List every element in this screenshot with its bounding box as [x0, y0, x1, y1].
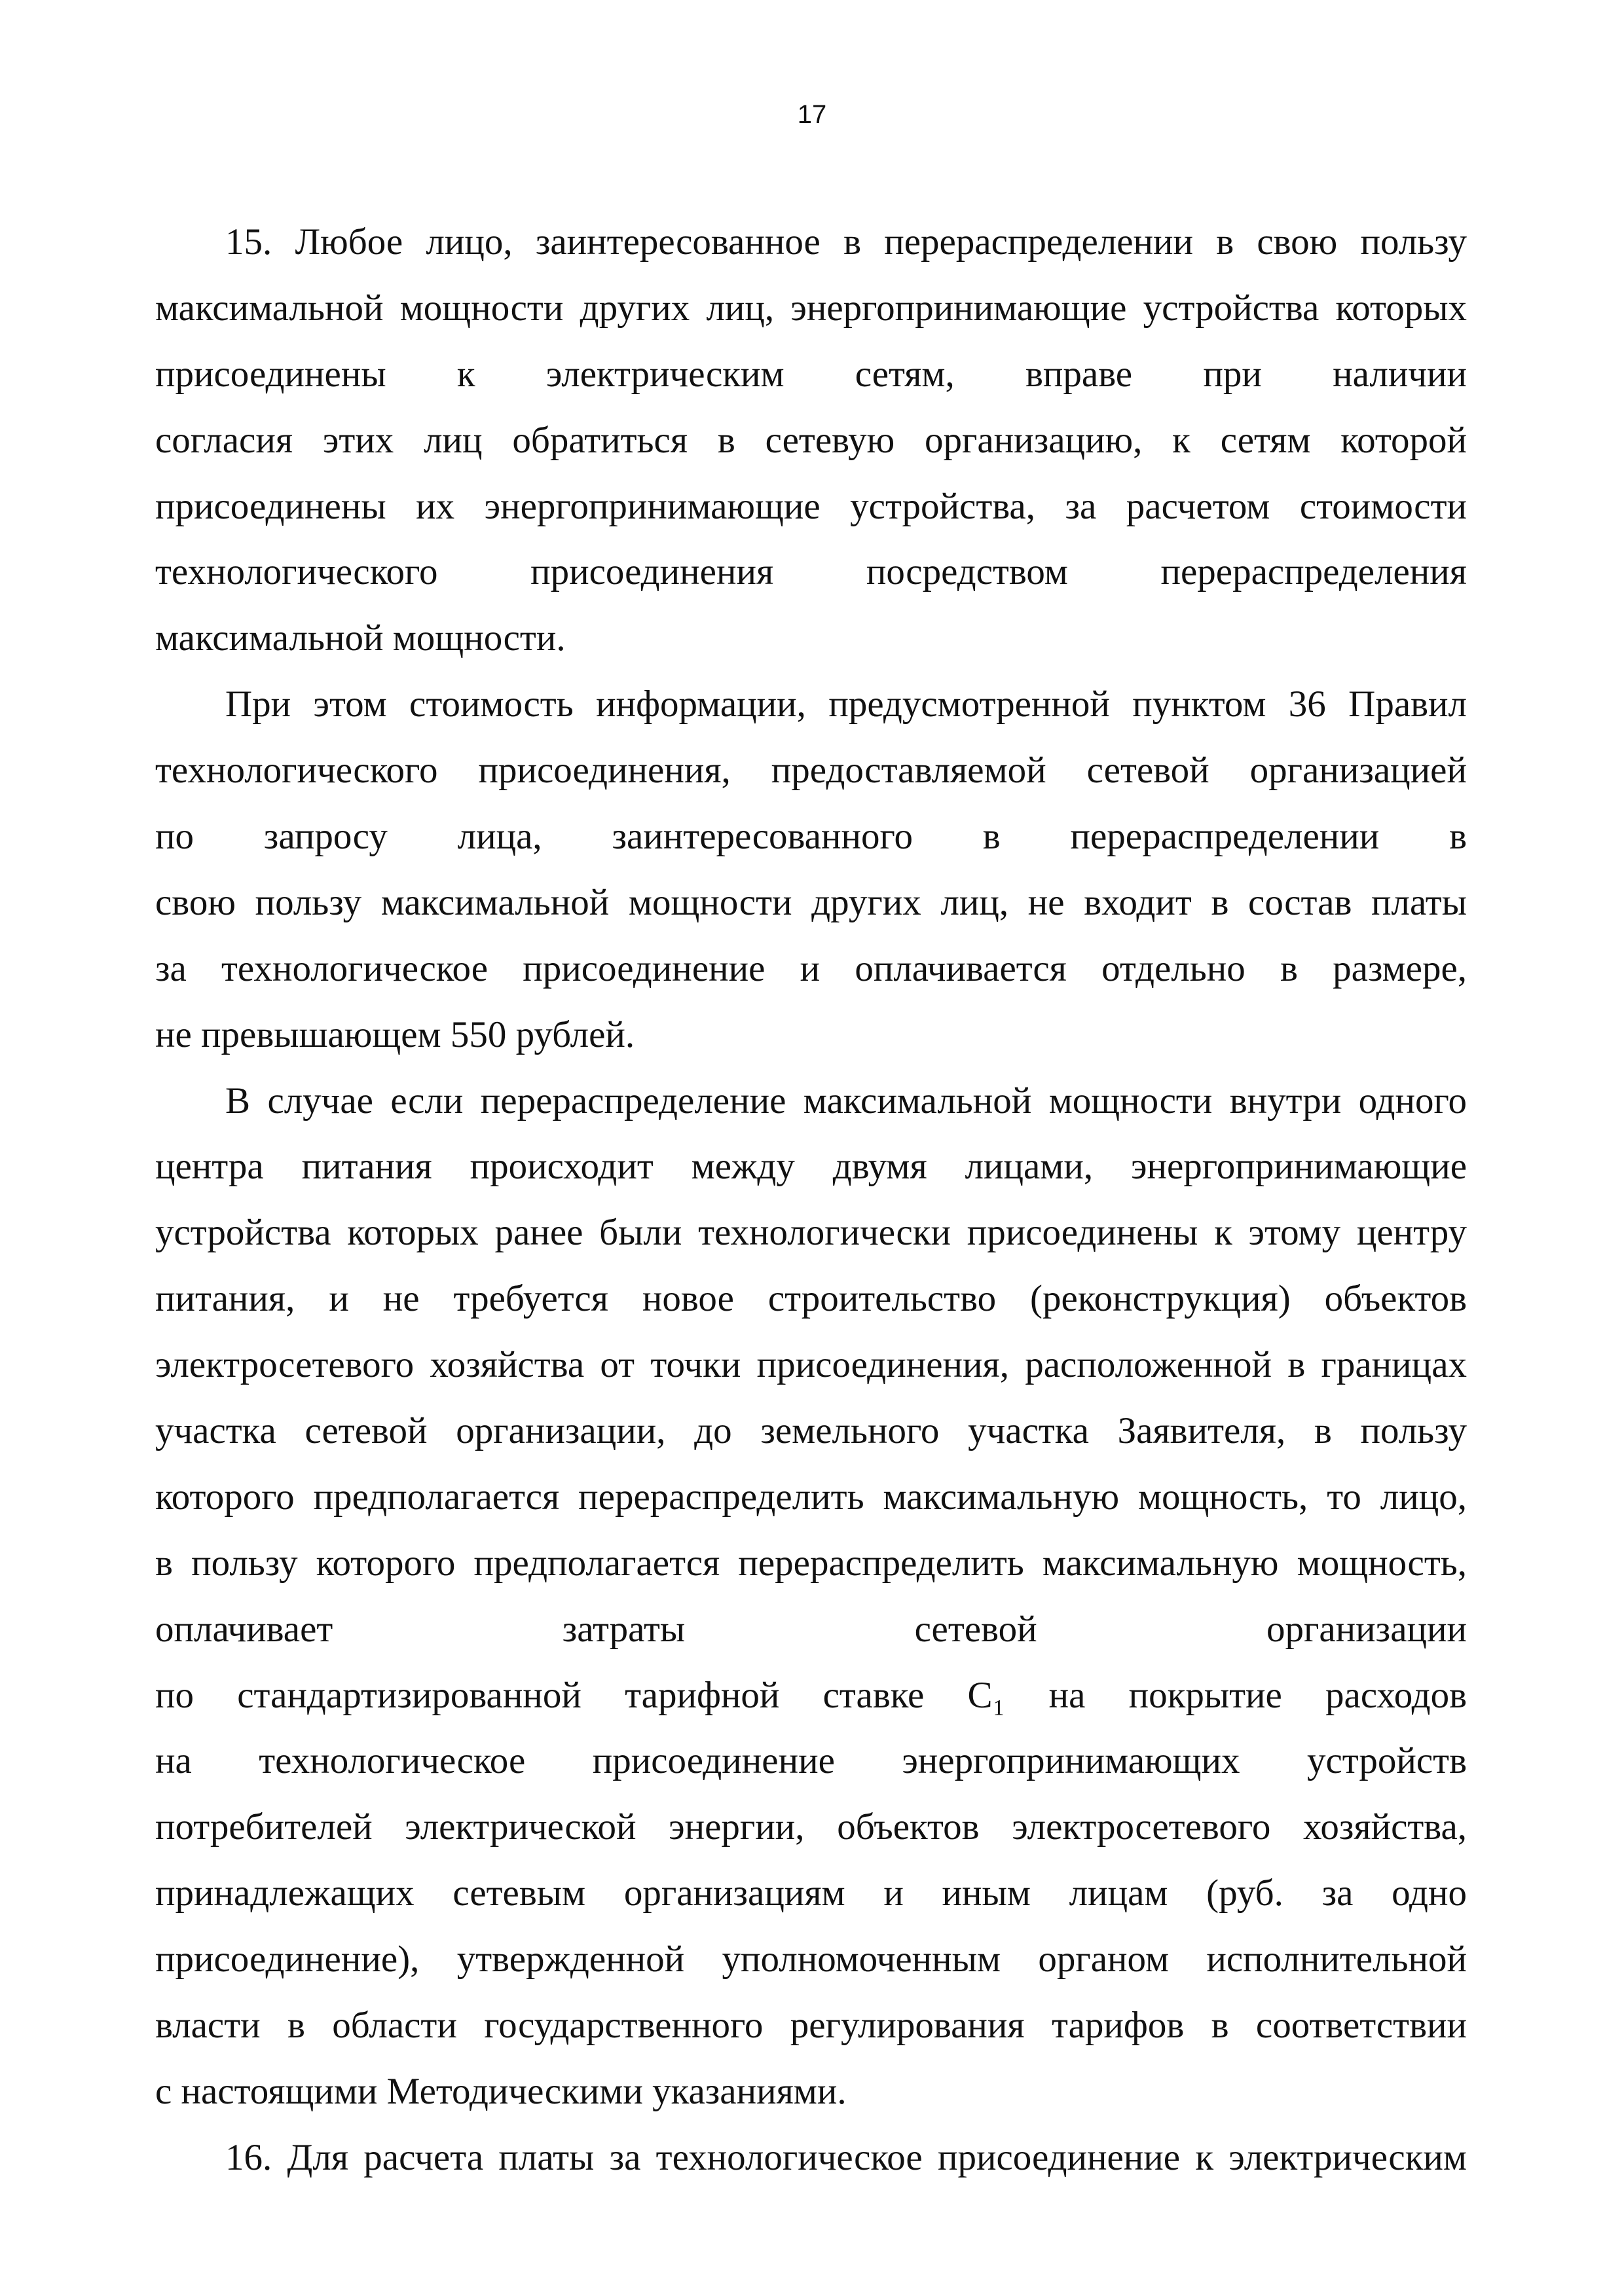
text-line: электросетевого хозяйства от точки присоединения, расположенной в границах	[155, 1344, 1467, 1386]
text-line: оплачивает затраты сетевой организации	[155, 1608, 1467, 1650]
text-line: центра питания происходит между двумя лицами, энергопринимающие	[155, 1146, 1467, 1188]
text-line: за технологическое присоединение и оплачивается отдельно в размере,	[155, 947, 1467, 989]
text-line: по стандартизированной тарифной ставке C₁ на покрытие расходов	[155, 1674, 1467, 1716]
text-line: максимальной мощности.	[155, 617, 566, 659]
text-line: присоединение), утвержденной уполномоченным органом исполнительной	[155, 1939, 1467, 1980]
paragraph-16	[155, 2125, 1467, 2191]
text-line: устройства которых ранее были технологически присоединены к этому центру	[155, 1212, 1467, 1254]
page-number: 17	[797, 100, 827, 129]
text-line: по запросу лица, заинтересованного в перераспределении в	[155, 816, 1467, 858]
text-line: 15. Любое лицо, заинтересованное в перераспределении в свою пользу	[225, 221, 1467, 263]
text-line: согласия этих лиц обратиться в сетевую организацию, к сетям которой	[155, 419, 1467, 461]
text-line: свою пользу максимальной мощности других лиц, не входит в состав платы	[155, 881, 1467, 923]
text-line: которого предполагается перераспределить максимальную мощность, то лицо,	[155, 1476, 1467, 1518]
paragraph-15	[155, 210, 1467, 672]
text-line: принадлежащих сетевым организациям и иным лицам (руб. за одно	[155, 1872, 1467, 1914]
text-line: максимальной мощности других лиц, энергопринимающие устройства которых	[155, 287, 1467, 329]
text-line: участка сетевой организации, до земельного участка Заявителя, в пользу	[155, 1410, 1467, 1452]
text-line: технологического присоединения посредством перераспределения	[155, 551, 1467, 593]
text-line: питания, и не требуется новое строительство (реконструкция) объектов	[155, 1278, 1467, 1320]
paragraph-information-cost	[155, 672, 1467, 1068]
text-line: присоединены их энергопринимающие устройства, за расчетом стоимости	[155, 485, 1467, 527]
text-line: власти в области государственного регулирования тарифов в соответствии	[155, 2005, 1467, 2047]
text-line: присоединены к электрическим сетям, вправе при наличии	[155, 353, 1467, 395]
text-line: потребителей электрической энергии, объектов электросетевого хозяйства,	[155, 1806, 1467, 1848]
text-line: с настоящими Методическими указаниями.	[155, 2070, 847, 2112]
document-body	[155, 210, 1467, 2191]
text-line: 16. Для расчета платы за технологическое присоединение к электрическим	[225, 2136, 1467, 2178]
text-line: технологического присоединения, предоставляемой сетевой организацией	[155, 750, 1467, 792]
text-line: не превышающем 550 рублей.	[155, 1013, 635, 1055]
paragraph-power-center	[155, 1068, 1467, 2125]
text-line: на технологическое присоединение энергопринимающих устройств	[155, 1740, 1467, 1782]
text-line: В случае если перераспределение максимальной мощности внутри одного	[225, 1080, 1467, 1121]
text-line: в пользу которого предполагается перераспределить максимальную мощность,	[155, 1542, 1467, 1584]
text-line: При этом стоимость информации, предусмотренной пунктом 36 Правил	[225, 683, 1467, 725]
